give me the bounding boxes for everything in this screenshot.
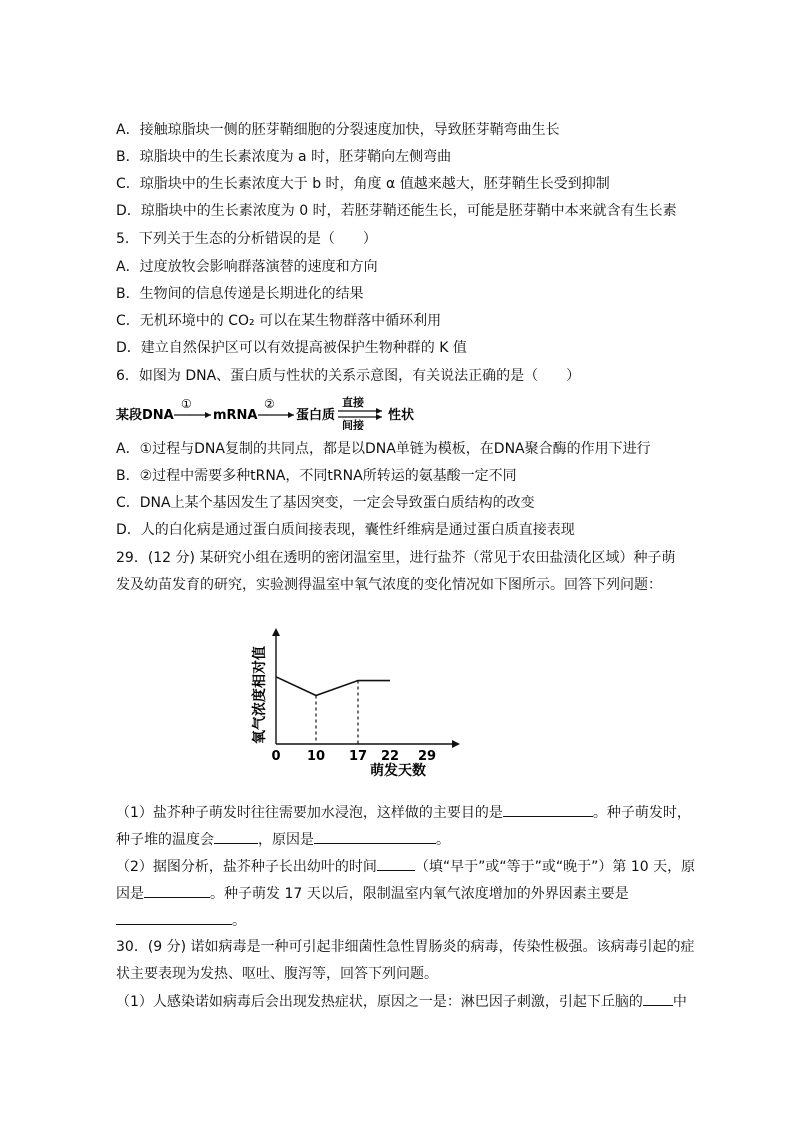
q29-sub1-text-b: 。种子萌发时，	[592, 805, 691, 821]
flow-protein: 蛋白质	[296, 408, 336, 423]
q29-sub1-line1	[116, 802, 691, 823]
q30-stem-line2: 状主要表现为发热、呕吐、腹泻等，回答下列问题。	[116, 966, 438, 982]
q6-stem: 6．如图为 DNA、蛋白质与性状的关系示意图，有关说法正确的是（ ）	[116, 368, 581, 384]
flow-dna: 某段DNA	[116, 408, 174, 423]
chart-x-tick-0: 0	[271, 749, 281, 764]
q29-sub2-blank-3[interactable]	[116, 910, 232, 925]
q30-sub1-text-end: 中	[672, 994, 687, 1010]
chart-x-tick-29: 29	[417, 749, 437, 764]
q29-sub2-text-d: 。种子萌发 17 天以后，限制温室内氧气浓度增加的外界因素主要是	[210, 886, 629, 902]
q29-sub2-line3	[116, 910, 246, 931]
chart-x-tick-10: 10	[306, 749, 326, 764]
dna-protein-trait-diagram	[116, 396, 416, 430]
chart-y-axis-label: 氧气浓度相对值	[252, 646, 268, 744]
q30-sub1-blank[interactable]	[643, 991, 673, 1006]
q30-stem-line1: 30．(9 分) 诺如病毒是一种可引起非细菌性急性胃肠炎的病毒，传染性极强。该病毒引起的症	[116, 939, 695, 955]
q4-option-b: B．琼脂块中的生长素浓度为 a 时，胚芽鞘向左侧弯曲	[116, 149, 452, 165]
flow-arrowhead-2	[288, 412, 294, 418]
q4-option-d: D．琼脂块中的生长素浓度为 0 时，若胚芽鞘还能生长，可能是胚芽鞘中本来就含有生长素	[116, 203, 677, 219]
flow-step1: ①	[181, 397, 192, 411]
q5-stem: 5．下列关于生态的分析错误的是（ ）	[116, 231, 377, 247]
q5-option-c: C．无机环境中的 CO₂ 可以在某生物群落中循环利用	[116, 313, 442, 329]
chart-x-axis-label: 萌发天数	[370, 763, 426, 779]
flow-trait: 性状	[388, 408, 415, 423]
q29-sub2-blank-2[interactable]	[144, 883, 210, 898]
q29-sub1-line2	[116, 829, 450, 850]
q6-option-d: D．人的白化病是通过蛋白质间接表现，囊性纤维病是通过蛋白质直接表现	[116, 522, 575, 538]
q4-option-c: C．琼脂块中的生长素浓度大于 b 时，角度 α 值越来越大，胚芽鞘生长受到抑制	[116, 176, 610, 192]
q29-sub1-blank-1[interactable]	[503, 802, 593, 817]
q5-option-b: B．生物间的信息传递是长期进化的结果	[116, 286, 364, 302]
chart-ticks	[271, 749, 436, 764]
flow-arrowhead-indirect	[376, 414, 382, 420]
chart-x-arrowhead	[452, 740, 460, 748]
flow-step2: ②	[264, 397, 275, 411]
q29-stem-line1: 29．(12 分) 某研究小组在透明的密闭温室里，进行盐芥（常见于农田盐渍化区域）种子萌	[116, 550, 676, 566]
q6-option-b: B．②过程中需要多种tRNA，不同tRNA所转运的氨基酸一定不同	[116, 468, 517, 484]
q29-sub1-text-c: 种子堆的温度会	[116, 832, 214, 848]
chart-marks	[276, 677, 390, 744]
flow-direct-label: 直接	[342, 396, 364, 409]
q29-sub1-text-d: ，原因是	[258, 832, 314, 848]
chart-series-line	[276, 677, 390, 696]
q29-sub2-text-b: （填“早于”或“等于”或“晚于”）第 10 天，原	[414, 859, 696, 875]
flow-arrowhead-direct	[376, 408, 382, 414]
q6-option-c: C．DNA上某个基因发生了基因突变，一定会导致蛋白质结构的改变	[116, 495, 535, 511]
q5-option-a: A．过度放牧会影响群落演替的速度和方向	[116, 259, 378, 275]
q29-sub2-text-e: 。	[232, 913, 246, 929]
oxygen-concentration-chart	[240, 620, 470, 790]
q29-sub1-text-e: 。	[436, 832, 450, 848]
chart-x-tick-22: 22	[380, 749, 400, 764]
q29-sub1-blank-2[interactable]	[214, 829, 258, 844]
q5-option-d: D．建立自然保护区可以有效提高被保护生物种群的 K 值	[116, 340, 467, 356]
flow-indirect-label: 间接	[342, 419, 364, 430]
flow-mrna: mRNA	[213, 408, 258, 423]
q29-sub1-blank-3[interactable]	[314, 829, 436, 844]
q30-sub1-line	[116, 991, 687, 1012]
q29-stem-line2: 发及幼苗发育的研究，实验测得温室中氧气浓度的变化情况如下图所示。回答下列问题：	[116, 577, 662, 593]
q29-sub2-text-c: 因是	[116, 886, 144, 902]
q29-sub2-line2	[116, 883, 629, 904]
chart-x-tick-17: 17	[348, 749, 368, 764]
q30-sub1-text: （1）人感染诺如病毒后会出现发热症状，原因之一是：淋巴因子刺激，引起下丘脑的	[116, 994, 643, 1010]
q4-option-a: A．接触琼脂块一侧的胚芽鞘细胞的分裂速度加快，导致胚芽鞘弯曲生长	[116, 122, 560, 138]
chart-y-arrowhead	[272, 628, 280, 636]
q29-sub2-blank-1[interactable]	[377, 856, 415, 871]
q29-sub2-text-a: （2）据图分析，盐芥种子长出幼叶的时间	[116, 859, 377, 875]
q29-sub1-text-a: （1）盐芥种子萌发时往往需要加水浸泡，这样做的主要目的是	[116, 805, 503, 821]
q6-option-a: A．①过程与DNA复制的共同点，都是以DNA单链为模板，在DNA聚合酶的作用下进行	[116, 441, 651, 457]
q29-sub2-line1	[116, 856, 695, 877]
flow-arrowhead-1	[205, 412, 211, 418]
